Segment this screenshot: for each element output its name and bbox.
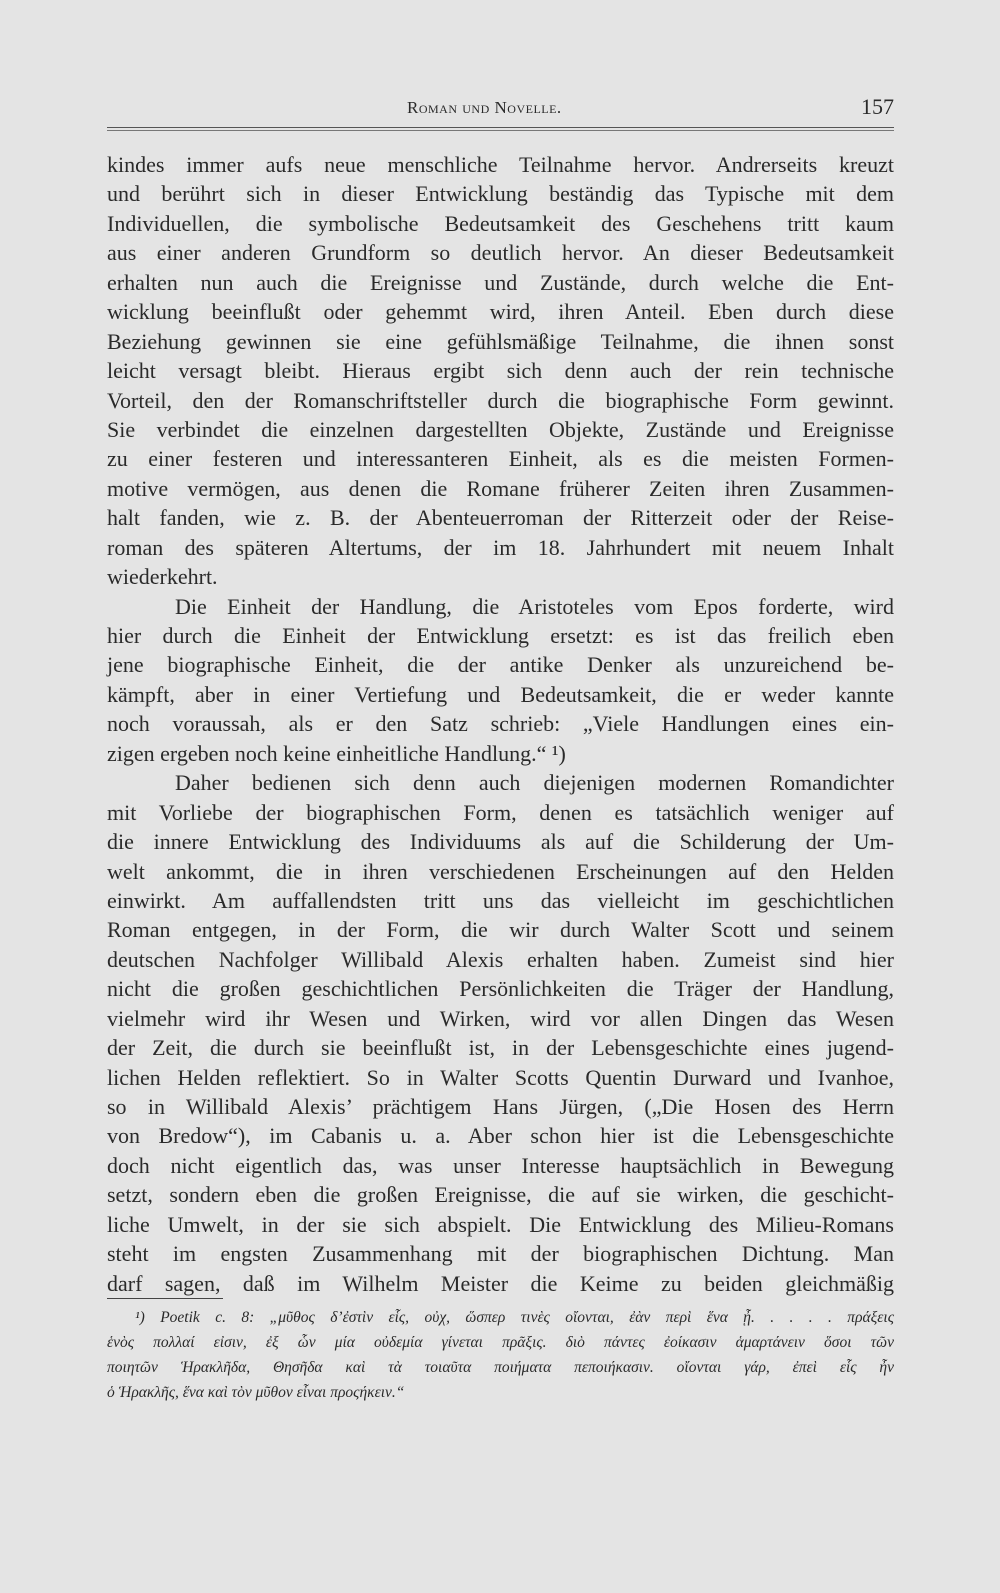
text-line: halt fanden, wie z. B. der Abenteuerroman der Ritterzeit oder der Reise- — [107, 505, 894, 531]
header-rule — [107, 127, 894, 128]
text-line: zigen ergeben noch keine einheitliche Handlung.“ ¹) — [107, 740, 566, 766]
text-line: Daher bedienen sich denn auch diejenigen modernen Romandichter — [175, 770, 894, 796]
footnote-line: ὁ Ἡρακλῆς, ἕνα καὶ τὸν μῦθον εἶναι προςήκειν.“ — [107, 1384, 405, 1401]
text-line: nicht die großen geschichtlichen Persönlichkeiten die Träger der Handlung, — [107, 976, 894, 1002]
page-number: 157 — [861, 94, 894, 119]
text-line: vielmehr wird ihr Wesen und Wirken, wird vor allen Dingen das Wesen — [107, 1005, 894, 1031]
text-line: kindes immer aufs neue menschliche Teilnahme hervor. Andrerseits kreuzt — [107, 152, 894, 177]
text-line: wiederkehrt. — [107, 564, 218, 590]
text-line: liche Umwelt, in der sie sich abspielt. Die Entwicklung des Milieu-Romans — [107, 1211, 894, 1237]
header-rule-secondary — [107, 130, 894, 131]
text-line: so in Willibald Alexis’ prächtigem Hans Jürgen, („Die Hosen des Herrn — [107, 1094, 894, 1119]
text-line: Vorteil, den der Romanschriftsteller durch die biographische Form gewinnt. — [107, 387, 894, 413]
text-line: mit Vorliebe der biographischen Form, denen es tatsächlich weniger auf — [107, 799, 894, 825]
text-line: motive vermögen, aus denen die Romane früherer Zeiten ihren Zusammen- — [107, 475, 894, 501]
text-line: Die Einheit der Handlung, die Aristoteles vom Epos forderte, wird — [175, 593, 894, 619]
text-line: einwirkt. Am auffallendsten tritt uns das vielleicht im geschichtlichen — [107, 887, 894, 913]
footnote-line: ποιητῶν Ἡρακλῆδα, Θησῆδα καὶ τὰ τοιαῦτα ποιήματα πεποιήκασιν. οἴονται γάρ, ἐπεὶ εἷς ἦν — [107, 1359, 894, 1376]
text-line: Individuellen, die symbolische Bedeutsamkeit des Geschehens tritt kaum — [107, 210, 894, 236]
text-line: Beziehung gewinnen sie eine gefühlsmäßige Teilnahme, die ihnen sonst — [107, 328, 894, 354]
footnote — [107, 1305, 894, 1405]
text-line: aus einer anderen Grundform so deutlich hervor. An dieser Bedeutsamkeit — [107, 240, 894, 266]
text-line: die innere Entwicklung des Individuums als auf die Schilderung der Um- — [107, 829, 894, 855]
text-line: erhalten nun auch die Ereignisse und Zustände, durch welche die Ent- — [107, 269, 894, 295]
text-line: der Zeit, die durch sie beeinflußt ist, in der Lebensgeschichte eines jugend- — [107, 1035, 894, 1061]
text-line: jene biographische Einheit, die der antike Denker als unzureichend be- — [107, 652, 894, 678]
text-line: noch voraussah, als er den Satz schrieb: „Viele Handlungen eines ein- — [107, 711, 894, 737]
text-line: deutschen Nachfolger Willibald Alexis erhalten haben. Zumeist sind hier — [107, 946, 894, 972]
running-title: Roman und Novelle. — [407, 98, 562, 117]
text-line: roman des späteren Altertums, der im 18. Jahrhundert mit neuem Inhalt — [107, 534, 894, 560]
text-line: von Bredow“), im Cabanis u. a. Aber schon hier ist die Lebensgeschichte — [107, 1123, 894, 1149]
footnote-rule — [107, 1298, 223, 1299]
footnote-line: ¹) Poetik c. 8: „μῦθος δ’ἐστὶν εἷς, οὐχ, ὥσπερ τινὲς οἴονται, ἐὰν περὶ ἕνα ᾖ. . . . . πράξεις — [135, 1309, 894, 1326]
page-header — [107, 94, 894, 124]
text-line: lichen Helden reflektiert. So in Walter Scotts Quentin Durward und Ivanhoe, — [107, 1064, 894, 1090]
text-line: hier durch die Einheit der Entwicklung ersetzt: es ist das freilich eben — [107, 623, 894, 648]
text-line: wicklung beeinflußt oder gehemmt wird, ihren Anteil. Eben durch diese — [107, 299, 894, 325]
text-line: leicht versagt bleibt. Hieraus ergibt sich denn auch der rein technische — [107, 358, 894, 384]
footnote-line: ἑνὸς πολλαί εἰσιν, ἐξ ὧν μία οὐδεμία γίνεται πρᾶξις. διὸ πάντες ἐοίκασιν ἁμαρτάνειν ὅσοι τῶν — [107, 1334, 894, 1351]
text-line: Sie verbindet die einzelnen dargestellten Objekte, Zustände und Ereignisse — [107, 416, 894, 442]
text-line: Roman entgegen, in der Form, die wir durch Walter Scott und seinem — [107, 917, 894, 943]
text-line: zu einer festeren und interessanteren Einheit, als es die meisten Formen- — [107, 446, 894, 472]
text-line: und berührt sich in dieser Entwicklung beständig das Typische mit dem — [107, 181, 894, 207]
text-line: kämpft, aber in einer Vertiefung und Bedeutsamkeit, die er weder kannte — [107, 681, 894, 707]
text-line: setzt, sondern eben die großen Ereignisse, die auf sie wirken, die geschicht- — [107, 1182, 894, 1208]
text-line: steht im engsten Zusammenhang mit der biographischen Dichtung. Man — [107, 1241, 894, 1267]
text-line: darf sagen, daß im Wilhelm Meister die Keime zu beiden gleichmäßig — [107, 1270, 894, 1296]
text-line: doch nicht eigentlich das, was unser Interesse hauptsächlich in Bewegung — [107, 1152, 894, 1178]
body-text — [107, 150, 894, 1298]
text-line: welt ankommt, die in ihren verschiedenen Erscheinungen auf den Helden — [107, 858, 894, 884]
